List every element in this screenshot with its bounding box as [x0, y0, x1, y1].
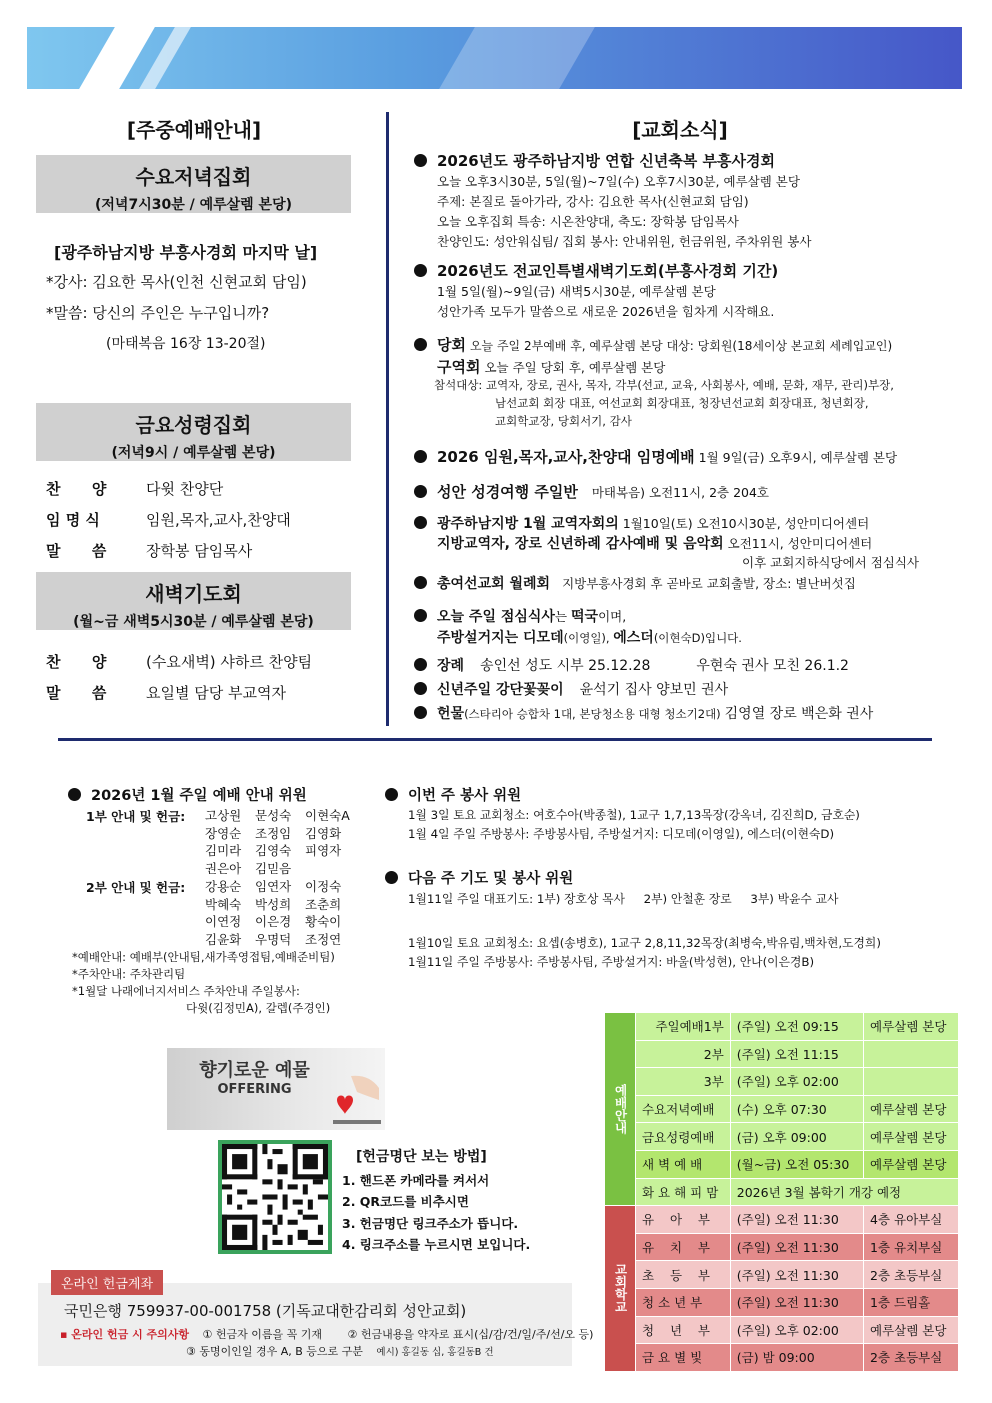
- fri-row-value: 다윗 찬양단: [146, 480, 224, 498]
- table-row: [605, 1316, 959, 1344]
- table-row: [605, 1344, 959, 1372]
- qr-code-icon: [222, 1144, 328, 1250]
- news-item-revival: [414, 150, 775, 171]
- news-subitem: [437, 533, 872, 553]
- schedule-place: [864, 1068, 959, 1096]
- news-line: 교회학교장, 당회서기, 감사: [495, 414, 632, 428]
- news-text: (이영일),: [563, 631, 614, 645]
- schedule-name: 새 벽 예 배: [636, 1150, 731, 1178]
- service-line: 1월 3일 토요 교회청소: 여호수아(박종철), 1교구 1,7,13목장(강옥녀, 김진희D, 금호순): [408, 808, 860, 822]
- worship-side-label: 예배안내: [605, 1013, 636, 1206]
- caution-row: [60, 1326, 593, 1342]
- horizontal-divider: [58, 738, 932, 741]
- table-row: [605, 1013, 959, 1041]
- schedule-place: 예루살렘 본당: [864, 1123, 959, 1151]
- schedule-name: 청 년 부: [636, 1316, 731, 1344]
- usher-name: 임연자: [255, 879, 292, 894]
- fri-service-title: 금요성령집회: [135, 413, 252, 437]
- table-row: [605, 1095, 959, 1123]
- ushers-note: *1월달 나래에너지서비스 주차안내 주일봉사:: [72, 984, 300, 998]
- schedule-time: (주일) 오전 11:15: [730, 1040, 863, 1068]
- bullet-icon: [414, 706, 427, 719]
- fri-row-label: 말 씀: [46, 542, 107, 560]
- header-banner: [27, 27, 962, 89]
- news-title: 2026 임원,목자,교사,찬양대 임명예배: [437, 448, 695, 466]
- news-text: 오늘 주일 2부예배 후, 예루살렘 본당 대상: 당회원(18세이상 본교회 세례입교인): [469, 339, 893, 353]
- schedule-name: 유 치 부: [636, 1233, 731, 1261]
- schedule-name: 2부: [636, 1040, 731, 1068]
- speaker-line: *강사: 김요한 목사(인천 신현교회 담임): [46, 273, 307, 291]
- ushers-note: 다윗(김정민A), 갈렙(주경인): [186, 1001, 331, 1015]
- news-item-funeral: [414, 655, 849, 675]
- schedule-place: 예루살렘 본당: [864, 1150, 959, 1178]
- wed-service-box: [36, 155, 351, 213]
- heart-hand-icon: [317, 1072, 383, 1130]
- bullet-icon: [414, 485, 427, 498]
- how-to-step: 4. 링크주소를 누르시면 보입니다.: [342, 1237, 531, 1252]
- news-subitem: [437, 356, 665, 377]
- news-text: 1월 9일(금) 오후9시, 예루살렘 본당: [698, 450, 898, 465]
- news-text: 1월10일(토) 오전10시30분, 성안미디어센터: [622, 516, 870, 531]
- usher-name: 강용순: [205, 879, 242, 894]
- schedule-name: 화 요 해 피 맘: [636, 1178, 731, 1206]
- news-item-lunch: [414, 606, 626, 626]
- news-item-donation: [414, 703, 873, 723]
- service-line: 1월10일 토요 교회청소: 요셉(송병호), 1교구 2,8,11,32목장(최병숙,박유림,백차현,도경희): [408, 936, 881, 950]
- bullet-icon: [414, 658, 427, 671]
- dawn-service-box: [36, 572, 351, 630]
- schedule-time: (주일) 오전 11:30: [730, 1206, 863, 1234]
- bullet-icon: [385, 788, 398, 801]
- scripture-line: (마태복음 16장 13-20절): [106, 336, 266, 352]
- usher-name: 황숙이: [305, 914, 342, 930]
- dawn-row-value: 요일별 담당 부교역자: [146, 684, 286, 702]
- news-title: 2026년도 전교인특별새벽기도회(부흥사경회 기간): [437, 262, 779, 280]
- news-line: 성안가족 모두가 말씀으로 새로운 2026년을 힘차게 시작해요.: [437, 304, 775, 319]
- schedule-place: 1층 드림홀: [864, 1288, 959, 1316]
- news-text: 김영열 장로 백은화 권사: [724, 706, 874, 722]
- bank-account: 국민은행 759937-00-001758 (기독교대한감리회 성안교회): [64, 1302, 467, 1320]
- table-row: [605, 1068, 959, 1096]
- ushers-second-label: 2부 안내 및 헌금:: [86, 880, 186, 895]
- caution-text: ② 헌금내용을 약자로 표시(십/감/건/일/주/선/오 등): [347, 1328, 594, 1341]
- bullet-icon: [385, 871, 398, 884]
- news-item-appointment: [414, 446, 897, 467]
- revival-title: [광주하남지방 부흥사경회 마지막 날]: [54, 243, 318, 262]
- schedule-time: (주일) 오전 09:15: [730, 1013, 863, 1041]
- fri-service-box: [36, 403, 351, 461]
- usher-name: 권은아: [205, 860, 242, 876]
- schedule-place: 1층 유치부실: [864, 1233, 959, 1261]
- table-row: [605, 1233, 959, 1261]
- bullet-icon: [68, 788, 81, 801]
- usher-name: 장영순: [205, 825, 242, 841]
- ushers-note: *예배안내: 예배부(안내팀,새가족영접팀,예배준비팀): [72, 950, 335, 964]
- news-title: 광주하남지방 1월 교역자회의: [437, 516, 619, 532]
- wed-service-time: (저녁7시30분 / 예루살렘 본당): [95, 197, 292, 213]
- offering-qr-code[interactable]: [218, 1140, 332, 1254]
- news-text: (이현숙D)입니다.: [653, 631, 742, 645]
- wed-service-title: 수요저녁집회: [135, 165, 252, 189]
- schedule-place: 예루살렘 본당: [864, 1095, 959, 1123]
- how-to-step: 3. 헌금명단 링크주소가 뜹니다.: [342, 1216, 519, 1231]
- news-title: 성안 성경여행 주일반: [437, 483, 578, 501]
- news-line: 이후 교회지하식당에서 점심식사: [742, 555, 919, 570]
- ushers-second-grid: [205, 878, 341, 948]
- service-line: 1월11일 주일 주방봉사: 주방봉사팀, 주방설거지: 바울(박성현), 안나(이은경B): [408, 955, 815, 969]
- schedule-place: 4층 유아부실: [864, 1206, 959, 1234]
- schedule-time: (주일) 오후 02:00: [730, 1316, 863, 1344]
- news-text: 윤석기 집사 양보민 권사: [579, 682, 729, 698]
- dawn-service-time: (월~금 새벽5시30분 / 예루살렘 본당): [73, 614, 314, 630]
- ushers-first-grid: [205, 807, 350, 877]
- news-item-pastor-meeting: [414, 513, 869, 533]
- bullet-icon: [414, 338, 427, 351]
- schedule-name: 주일예배1부: [636, 1013, 731, 1041]
- news-line: 1월 5일(월)~9일(금) 새벽5시30분, 예루살렘 본당: [437, 284, 716, 299]
- news-text: 떡국: [571, 609, 599, 625]
- news-item-session: [414, 334, 892, 355]
- banner-stripe: [439, 27, 595, 89]
- fri-row-value: 장학봉 담임목사: [146, 542, 253, 560]
- sermon-line: *말씀: 당신의 주인은 누구입니까?: [46, 304, 270, 322]
- usher-name: 이은경: [255, 914, 292, 930]
- how-to-step: 1. 핸드폰 카메라를 켜서서: [342, 1173, 490, 1188]
- schedule-name: 금요성령예배: [636, 1123, 731, 1151]
- news-text: 이며,: [598, 609, 627, 624]
- news-text: 는: [554, 609, 572, 624]
- how-to-title: [헌금명단 보는 방법]: [356, 1149, 487, 1165]
- schedule-name: 초 등 부: [636, 1261, 731, 1289]
- caution-text: ① 헌금자 이름을 꼭 기재: [202, 1328, 323, 1341]
- this-week-title: 이번 주 봉사 위원: [408, 788, 522, 804]
- news-text: 우현숙 권사 모친 26.1.2: [696, 658, 849, 674]
- news-title: 장례: [437, 658, 465, 674]
- caution-label: ▪ 온라인 헌금 시 주의사항: [60, 1328, 190, 1341]
- news-title: 신년주일 강단꽃꽂이: [437, 682, 564, 698]
- schedule-time: (주일) 오전 11:30: [730, 1288, 863, 1316]
- offering-title: 향기로운 예물: [199, 1060, 310, 1081]
- schedule-time: (금) 오후 09:00: [730, 1123, 863, 1151]
- offering-subtitle: OFFERING: [217, 1082, 292, 1097]
- usher-name: 피영자: [305, 843, 342, 859]
- schedule-table: [604, 1012, 959, 1372]
- ushers-title-row: [68, 784, 307, 805]
- usher-name: 조정임: [255, 825, 292, 841]
- schedule-time: (월~금) 오전 05:30: [730, 1150, 863, 1178]
- vertical-divider: [386, 112, 389, 726]
- bullet-icon: [414, 154, 427, 167]
- online-offering-label: 온라인 헌금계좌: [51, 1270, 163, 1295]
- usher-name: 문성숙: [255, 808, 292, 823]
- schedule-place: 예루살렘 본당: [864, 1316, 959, 1344]
- news-title: 총여선교회 월례회: [437, 576, 551, 592]
- usher-name: 조춘희: [305, 896, 342, 912]
- next-week-title: 다음 주 기도 및 봉사 위원: [408, 871, 574, 887]
- schedule-place: 2층 초등부실: [864, 1344, 959, 1372]
- usher-name: 우명덕: [255, 931, 292, 947]
- usher-name: 박성희: [255, 896, 292, 912]
- school-side-label: 교회학교: [605, 1206, 636, 1372]
- news-line: 참석대상: 교역자, 장로, 권사, 목자, 각부(선교, 교육, 사회봉사, 예배, 문화, 재무, 관리)부장,: [434, 378, 894, 392]
- usher-name: 김영숙: [255, 843, 292, 859]
- news-item-women-mission: [414, 573, 856, 593]
- news-title: 지방교역자, 장로 신년하례 감사예배 및 음악회: [437, 536, 724, 552]
- table-row: [605, 1123, 959, 1151]
- news-text: 지방부흥사경회 후 곧바로 교회출발, 장소: 별난버섯집: [562, 576, 856, 591]
- schedule-time: (주일) 오전 11:30: [730, 1261, 863, 1289]
- news-title: 오늘 주일 점심식사: [437, 609, 555, 625]
- news-title: 헌물: [437, 706, 465, 722]
- news-text: (스타리아 승합차 1대, 본당청소용 대형 청소기2대): [464, 707, 721, 721]
- news-line: 주제: 본질로 돌아가라, 강사: 김요한 목사(신현교회 담임): [437, 194, 749, 209]
- usher-name: 박혜숙: [205, 896, 242, 912]
- dawn-service-title: 새벽기도회: [145, 582, 242, 606]
- table-row: [605, 1206, 959, 1234]
- usher-name: 김믿음: [255, 860, 292, 876]
- ushers-title: 2026년 1월 주일 예배 안내 위원: [91, 788, 307, 804]
- bullet-icon: [414, 609, 427, 622]
- fri-row-label: 찬 양: [46, 480, 107, 498]
- how-to-step: 2. QR코드를 비추시면: [342, 1194, 469, 1209]
- this-week-title-row: [385, 784, 521, 805]
- news-item-dawn-prayer: [414, 260, 778, 281]
- schedule-time: (금) 밤 09:00: [730, 1344, 863, 1372]
- schedule-time: 2026년 3월 봄학기 개강 예정: [730, 1178, 958, 1206]
- caution-text: ③ 동명이인일 경우 A, B 등으로 구분: [186, 1345, 363, 1358]
- bullet-icon: [414, 682, 427, 695]
- table-row: [605, 1040, 959, 1068]
- caution-text: 예시) 홍길동 십, 홍길동B 건: [376, 1347, 494, 1358]
- news-text: 송인선 성도 시부 25.12.28: [480, 658, 651, 674]
- bullet-icon: [414, 450, 427, 463]
- news-subitem: [437, 627, 742, 647]
- schedule-time: (주일) 오전 11:30: [730, 1233, 863, 1261]
- news-text: 디모데: [523, 630, 564, 646]
- schedule-name: 수요저녁예배: [636, 1095, 731, 1123]
- news-text: 오늘 주일 당회 후, 예루살렘 본당: [484, 360, 666, 375]
- fri-row-value: 임원,목자,교사,찬양대: [146, 511, 291, 529]
- news-title: 당회: [437, 336, 466, 354]
- news-item-flowers: [414, 679, 728, 699]
- dawn-row-label: 말 씀: [46, 684, 107, 702]
- fri-row-label: 임 명 식: [46, 511, 100, 529]
- table-row: [605, 1178, 959, 1206]
- next-week-title-row: [385, 867, 573, 888]
- news-text: 에스더: [613, 630, 654, 646]
- news-title: 2026년도 광주하남지방 연합 신년축복 부흥사경회: [437, 152, 775, 170]
- news-text: 마태복음) 오전11시, 2층 204호: [591, 485, 770, 500]
- bullet-icon: [414, 576, 427, 589]
- usher-name: 이현숙A: [305, 808, 350, 823]
- bullet-icon: [414, 264, 427, 277]
- schedule-time: (주일) 오후 02:00: [730, 1068, 863, 1096]
- ushers-note: *주차안내: 주차관리팀: [72, 967, 186, 981]
- news-line: 찬양인도: 성안워십팀/ 집회 봉사: 안내위원, 헌금위원, 주차위원 봉사: [437, 234, 812, 249]
- table-row: [605, 1288, 959, 1316]
- schedule-name: 청 소 년 부: [636, 1288, 731, 1316]
- service-line: 1월11일 주일 대표기도: 1부) 장호상 목사 2부) 안철훈 장로 3부) 박윤수 교사: [408, 892, 839, 906]
- schedule-place: 예루살렘 본당: [864, 1013, 959, 1041]
- usher-name: 조정연: [305, 931, 342, 947]
- fri-service-time: (저녁9시 / 예루살렘 본당): [111, 445, 276, 461]
- usher-name: 김미라: [205, 843, 242, 859]
- usher-name: 고상원: [205, 808, 242, 823]
- news-section-title: [교회소식]: [632, 118, 728, 142]
- schedule-place: 2층 초등부실: [864, 1261, 959, 1289]
- schedule-name: 금 요 별 빛: [636, 1344, 731, 1372]
- dawn-row-value: (수요새벽) 샤하르 찬양팀: [146, 653, 313, 671]
- schedule-name: 3부: [636, 1068, 731, 1096]
- news-title: 구역회: [437, 358, 481, 376]
- weekday-section-title: [주중예배안내]: [126, 118, 262, 142]
- news-line: 오늘 오후집회 특송: 시온찬양대, 축도: 장학봉 담임목사: [437, 214, 739, 229]
- news-text: 주방설거지는: [437, 630, 524, 646]
- bullet-icon: [414, 516, 427, 529]
- service-line: 1월 4일 주일 주방봉사: 주방봉사팀, 주방설거지: 디모데(이영일), 에스더(이현숙D): [408, 827, 835, 841]
- news-item-bible-journey: [414, 481, 769, 502]
- news-line: 오늘 오후3시30분, 5일(월)~7일(수) 오후7시30분, 예루살렘 본당: [437, 174, 800, 189]
- news-text: 오전11시, 성안미디어센터: [727, 536, 873, 551]
- schedule-time: (수) 오후 07:30: [730, 1095, 863, 1123]
- dawn-row-label: 찬 양: [46, 653, 107, 671]
- table-row: [605, 1261, 959, 1289]
- offering-banner: [167, 1048, 385, 1130]
- usher-name: 김윤화: [205, 931, 242, 947]
- ushers-first-label: 1부 안내 및 헌금:: [86, 809, 186, 824]
- schedule-place: [864, 1040, 959, 1068]
- usher-name: 이연정: [205, 914, 242, 930]
- caution-row: [186, 1343, 494, 1359]
- usher-name: 김영화: [305, 825, 342, 841]
- schedule-name: 유 아 부: [636, 1206, 731, 1234]
- table-row: [605, 1150, 959, 1178]
- usher-name: 이정숙: [305, 879, 342, 894]
- news-line: 남선교회 회장 대표, 여선교회 회장대표, 청장년선교회 회장대표, 청년회장,: [495, 396, 869, 410]
